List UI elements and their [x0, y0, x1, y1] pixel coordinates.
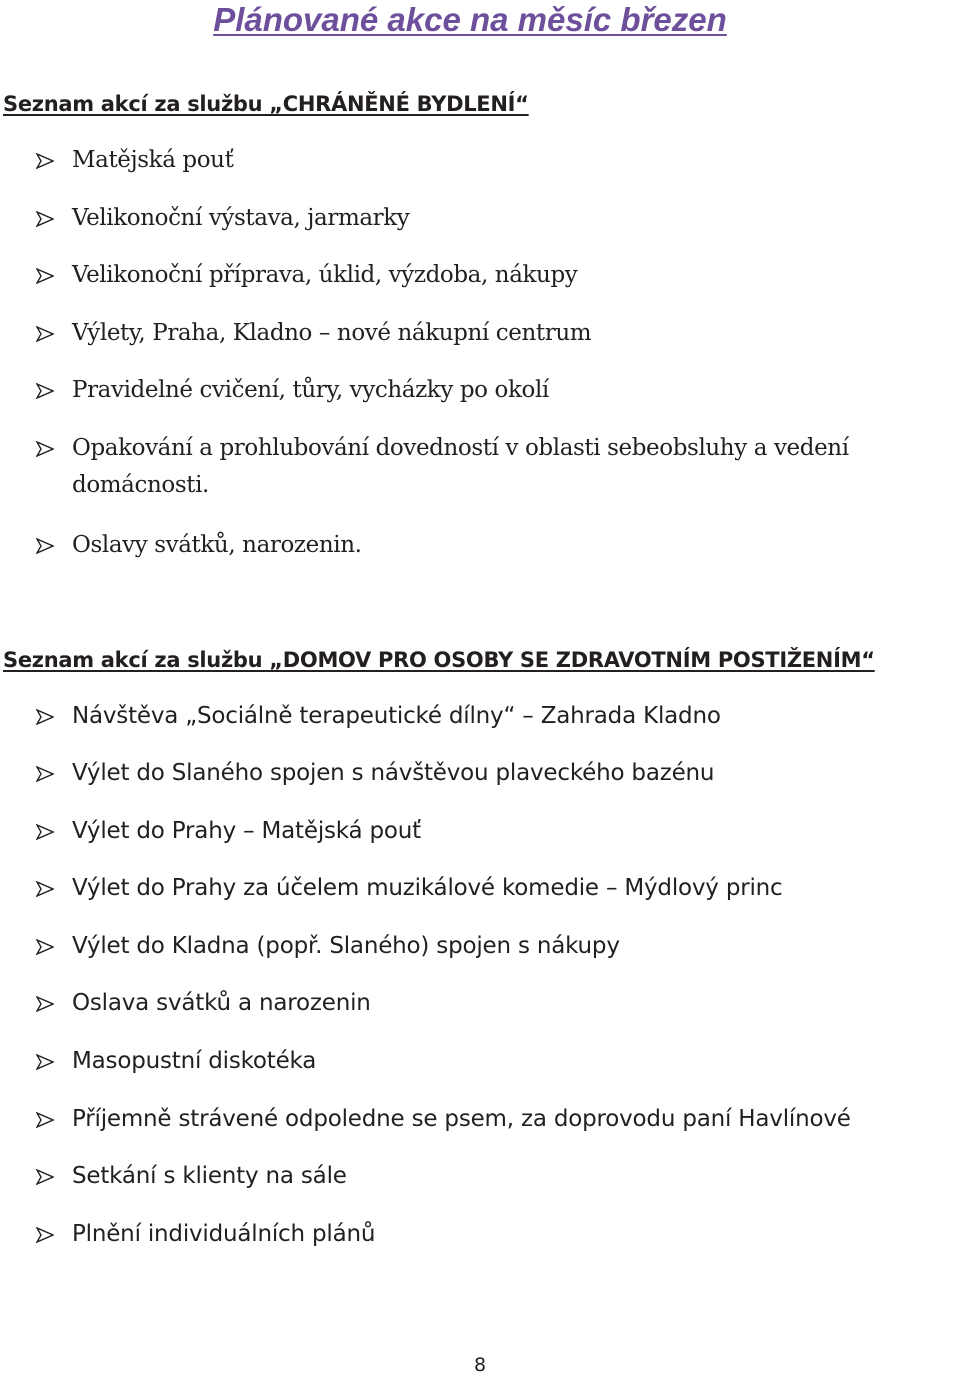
list-item-text: Pravidelné cvičení, tůry, vycházky po okolí — [72, 377, 549, 403]
list-item-text: Výlet do Kladna (popř. Slaného) spojen s nákupy — [72, 933, 620, 959]
section-heading-chranene-bydleni: Seznam akcí za službu „CHRÁNĚNÉ BYDLENÍ“ — [3, 92, 529, 116]
arrowhead-bullet-icon — [36, 766, 54, 782]
arrowhead-bullet-icon — [36, 153, 54, 169]
list-item-text: Masopustní diskotéka — [72, 1048, 317, 1074]
list-item-text: Setkání s klienty na sále — [72, 1163, 347, 1189]
arrowhead-bullet-icon — [36, 441, 54, 457]
list-item-text: Výlety, Praha, Kladno – nové nákupní centrum — [72, 320, 592, 346]
page-number: 8 — [473, 1354, 487, 1376]
arrowhead-bullet-icon — [36, 383, 54, 399]
list-item-text: Plnění individuálních plánů — [72, 1221, 376, 1247]
arrowhead-bullet-icon — [36, 538, 54, 554]
arrowhead-bullet-icon — [36, 1169, 54, 1185]
arrowhead-bullet-icon — [36, 939, 54, 955]
list-item-text: Matějská pouť — [72, 147, 234, 173]
list-item-text: Výlet do Slaného spojen s návštěvou plaveckého bazénu — [72, 760, 715, 786]
list-item-text: Návštěva „Sociálně terapeutické dílny“ – Zahrada Kladno — [72, 703, 721, 729]
arrowhead-bullet-icon — [36, 326, 54, 342]
arrowhead-bullet-icon — [36, 881, 54, 897]
arrowhead-bullet-icon — [36, 996, 54, 1012]
list-item-text: Opakování a prohlubování dovedností v oblasti sebeobsluhy a vedení domácnosti. — [72, 435, 849, 498]
arrowhead-bullet-icon — [36, 1227, 54, 1243]
list-item-text: Příjemně strávené odpoledne se psem, za doprovodu paní Havlínové — [72, 1106, 851, 1132]
section-heading-domov-pro-osoby: Seznam akcí za službu „DOMOV PRO OSOBY SE ZDRAVOTNÍM POSTIŽENÍM“ — [3, 648, 875, 672]
page-title: Plánované akce na měsíc březen — [213, 1, 727, 38]
arrowhead-bullet-icon — [36, 1054, 54, 1070]
list-item-text: Velikonoční výstava, jarmarky — [72, 205, 410, 231]
list-item-text: Oslavy svátků, narozenin. — [72, 532, 362, 558]
list-item-text: Velikonoční příprava, úklid, výzdoba, nákupy — [72, 262, 578, 288]
list-item-text: Oslava svátků a narozenin — [72, 990, 371, 1016]
list-item-text: Výlet do Prahy za účelem muzikálové komedie – Mýdlový princ — [72, 875, 783, 901]
list-item-text: Výlet do Prahy – Matějská pouť — [72, 818, 421, 844]
arrowhead-bullet-icon — [36, 1112, 54, 1128]
arrowhead-bullet-icon — [36, 268, 54, 284]
arrowhead-bullet-icon — [36, 211, 54, 227]
arrowhead-bullet-icon — [36, 709, 54, 725]
arrowhead-bullet-icon — [36, 824, 54, 840]
